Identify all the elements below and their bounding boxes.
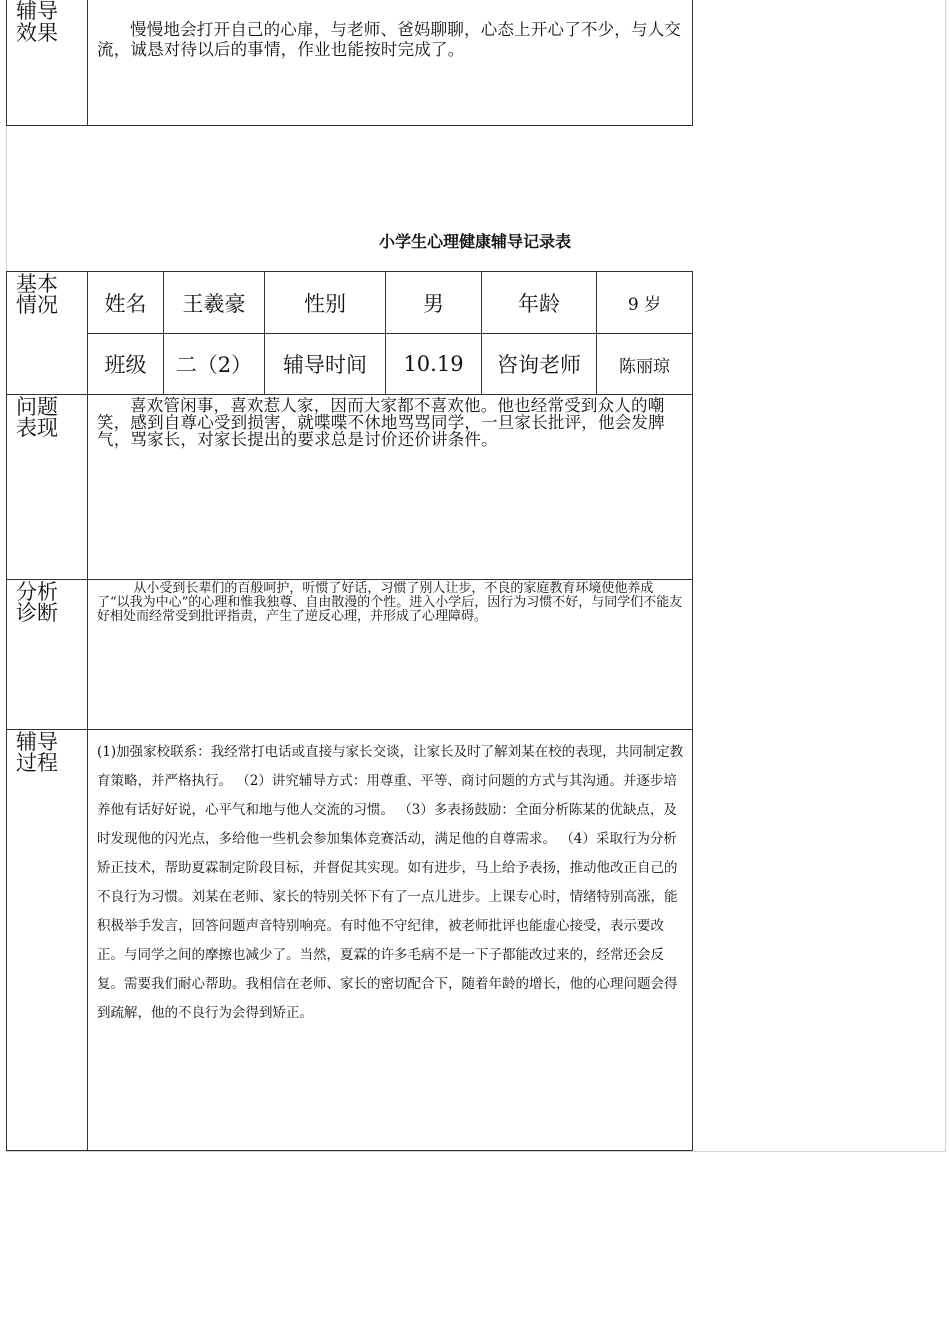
class-label: 班级 bbox=[88, 334, 164, 395]
form-title: 小学生心理健康辅导记录表 bbox=[378, 232, 571, 251]
time-value: 10.19 bbox=[386, 334, 482, 395]
name-label: 姓名 bbox=[88, 272, 164, 334]
analysis-text: 从小受到长辈们的百般呵护，听惯了好话，习惯了别人让步，不良的家庭教育环境使他养成了“以我为中心”的心理和惟我独尊、自由散漫的个性。进入小学后，因行为习惯不好，与同学们不能友好相处而经常受到批评指责，产生了逆反心理，并形成了心理障碍。 bbox=[88, 580, 693, 730]
teacher-value: 陈丽琼 bbox=[597, 334, 693, 395]
gender-label: 性别 bbox=[265, 272, 386, 334]
problem-label: 问题 表现 bbox=[7, 395, 88, 580]
gender-value: 男 bbox=[386, 272, 482, 334]
top-table bbox=[6, 0, 693, 126]
problem-text: 喜欢管闲事，喜欢惹人家，因而大家都不喜欢他。他也经常受到众人的嘲笑，感到自尊心受到损害，就喋喋不休地骂骂同学，一旦家长批评，他会发脾气，骂家长，对家长提出的要求总是讨价还价讲条件。 bbox=[88, 395, 693, 580]
basic-label: 基本 情况 bbox=[7, 272, 88, 395]
process-label: 辅导 过程 bbox=[7, 730, 88, 1151]
age-label: 年龄 bbox=[482, 272, 597, 334]
name-value: 王羲豪 bbox=[164, 272, 265, 334]
teacher-label: 咨询老师 bbox=[482, 334, 597, 395]
time-label: 辅导时间 bbox=[265, 334, 386, 395]
effect-label: 辅导 效果 bbox=[7, 0, 88, 126]
age-value: 9 岁 bbox=[597, 272, 693, 334]
effect-text: 慢慢地会打开自己的心扉，与老师、爸妈聊聊，心态上开心了不少，与人交流，诚恳对待以后的事情，作业也能按时完成了。 bbox=[88, 0, 693, 126]
analysis-label: 分析 诊断 bbox=[7, 580, 88, 730]
class-value: 二（2） bbox=[164, 334, 265, 395]
record-table bbox=[6, 271, 693, 1151]
process-text: (1)加强家校联系：我经常打电话或直接与家长交谈，让家长及时了解刘某在校的表现，共同制定教育策略，并严格执行。 （2）讲究辅导方式：用尊重、平等、商讨问题的方式与其沟通。并逐步培养他有话好好说，心平气和地与他人交流的习惯。 （3）多表扬鼓励：全面分析陈某的优缺点，及时发现他的闪光点，多给他一些机会参加集体竞赛活动，满足他的自尊需求。 （4）采取行为分析矫正技术，帮助夏霖制定阶段目标，并督促其实现。如有进步，马上给予表扬，推动他改正自己的不良行为习惯。刘某在老师、家长的特别关怀下有了一点儿进步。上课专心时，情绪特别高涨，能积极举手发言，回答问题声音特别响亮。有时他不守纪律，被老师批评也能虚心接受，表示要改正。与同学之间的摩擦也减少了。当然，夏霖的许多毛病不是一下子都能改过来的，经常还会反复。需要我们耐心帮助。我相信在老师、家长的密切配合下，随着年龄的增长，他的心理问题会得到疏解，他的不良行为会得到矫正。 bbox=[88, 730, 693, 1151]
